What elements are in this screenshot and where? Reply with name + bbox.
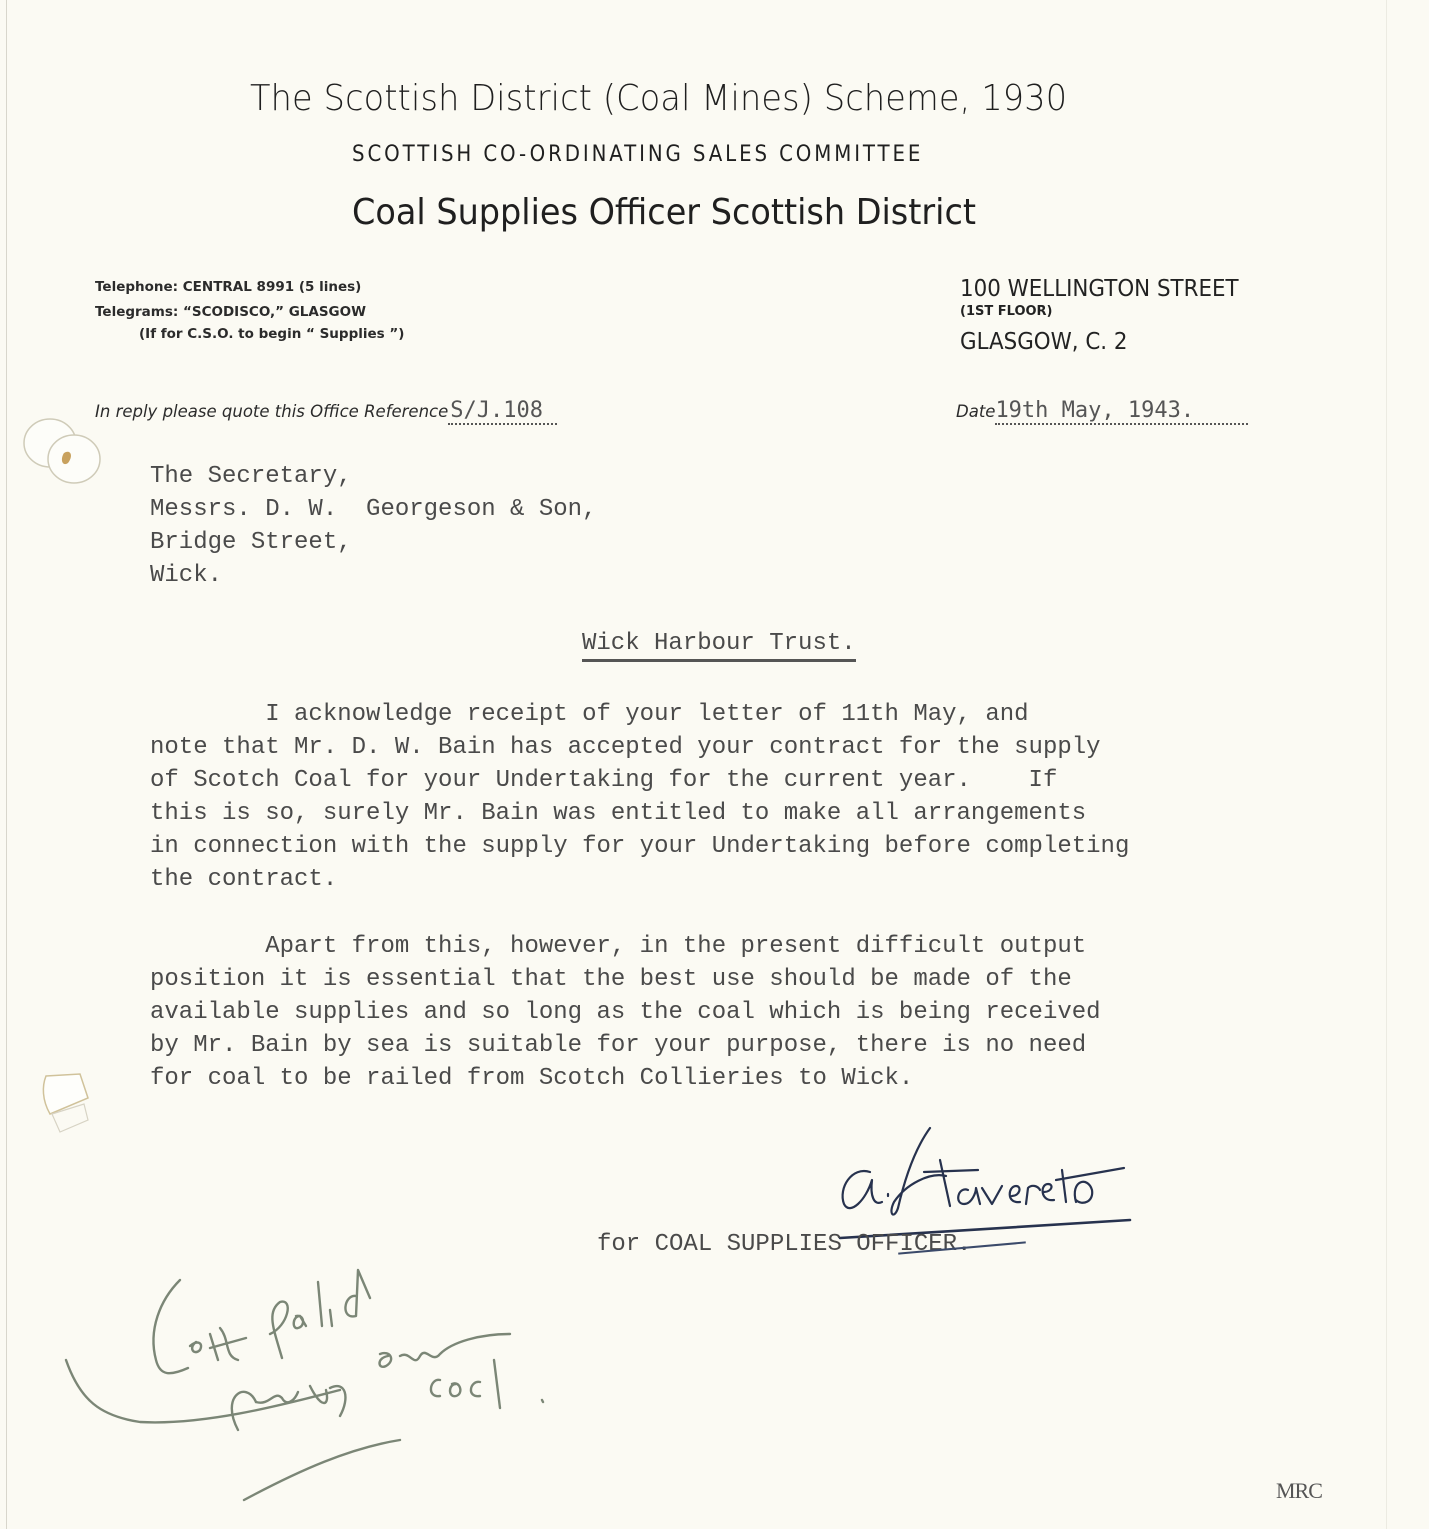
body-line: I acknowledge receipt of your letter of 11th May, and <box>150 701 1029 728</box>
body-line: the contract. <box>150 866 338 893</box>
letterhead-office: Coal Supplies Officer Scottish District <box>352 192 976 233</box>
recipient-line: Messrs. D. W. Georgeson & Son, <box>150 496 597 523</box>
reference-label: In reply please quote this Office Reference <box>95 402 449 421</box>
body-line: Apart from this, however, in the present difficult output <box>150 933 1087 960</box>
reference-value: S/J.108 <box>450 398 543 423</box>
letterhead-committee: SCOTTISH CO-ORDINATING SALES COMMITTEE <box>352 142 924 167</box>
paper-fold <box>1386 0 1387 1529</box>
handwritten-pencil-note <box>60 1230 760 1520</box>
date-value: 19th May, 1943. <box>995 398 1195 423</box>
telephone-line: Telephone: CENTRAL 8991 (5 lines) <box>95 279 362 295</box>
signature-closing: for COAL SUPPLIES OFFICER. <box>597 1231 972 1258</box>
telegrams-note: (If for C.S.O. to begin “ Supplies ”) <box>139 326 405 342</box>
body-line: in connection with the supply for your Undertaking before completing <box>150 833 1130 860</box>
subject-text: Wick Harbour Trust. <box>582 630 856 662</box>
paper-edge <box>6 0 7 1529</box>
address-city: GLASGOW, C. 2 <box>960 329 1128 355</box>
recipient-line: Bridge Street, <box>150 529 352 556</box>
body-line: for coal to be railed from Scotch Collieries to Wick. <box>150 1065 914 1092</box>
date-line <box>956 398 1248 425</box>
contact-block <box>95 275 404 343</box>
body-paragraph-1 <box>150 698 1129 896</box>
recipient-line: Wick. <box>150 562 223 589</box>
punch-hole-mark <box>36 1070 96 1140</box>
letterhead-title: The Scottish District (Coal Mines) Scheme, 1930 <box>250 78 1068 119</box>
body-line: note that Mr. D. W. Bain has accepted your contract for the supply <box>150 734 1101 761</box>
telegrams-line: Telegrams: “SCODISCO,” GLASGOW <box>95 304 367 320</box>
signature <box>830 1110 1150 1250</box>
body-line: by Mr. Bain by sea is suitable for your purpose, there is no need <box>150 1032 1087 1059</box>
recipient-address <box>150 460 596 592</box>
body-line: of Scotch Coal for your Undertaking for the current year. If <box>150 767 1058 794</box>
typist-initials: MRC <box>1276 1478 1322 1503</box>
punch-hole-mark <box>14 405 114 495</box>
recipient-line: The Secretary, <box>150 463 352 490</box>
body-line: position it is essential that the best use should be made of the <box>150 966 1072 993</box>
date-label: Date <box>956 402 996 421</box>
address-floor: (1ST FLOOR) <box>960 304 1053 319</box>
reference-line <box>95 398 557 425</box>
body-line: available supplies and so long as the coal which is being received <box>150 999 1101 1026</box>
address-street: 100 WELLINGTON STREET <box>960 276 1239 302</box>
subject-heading <box>582 630 856 657</box>
sender-address <box>960 276 1260 355</box>
body-paragraph-2 <box>150 930 1101 1095</box>
body-line: this is so, surely Mr. Bain was entitled to make all arrangements <box>150 800 1087 827</box>
